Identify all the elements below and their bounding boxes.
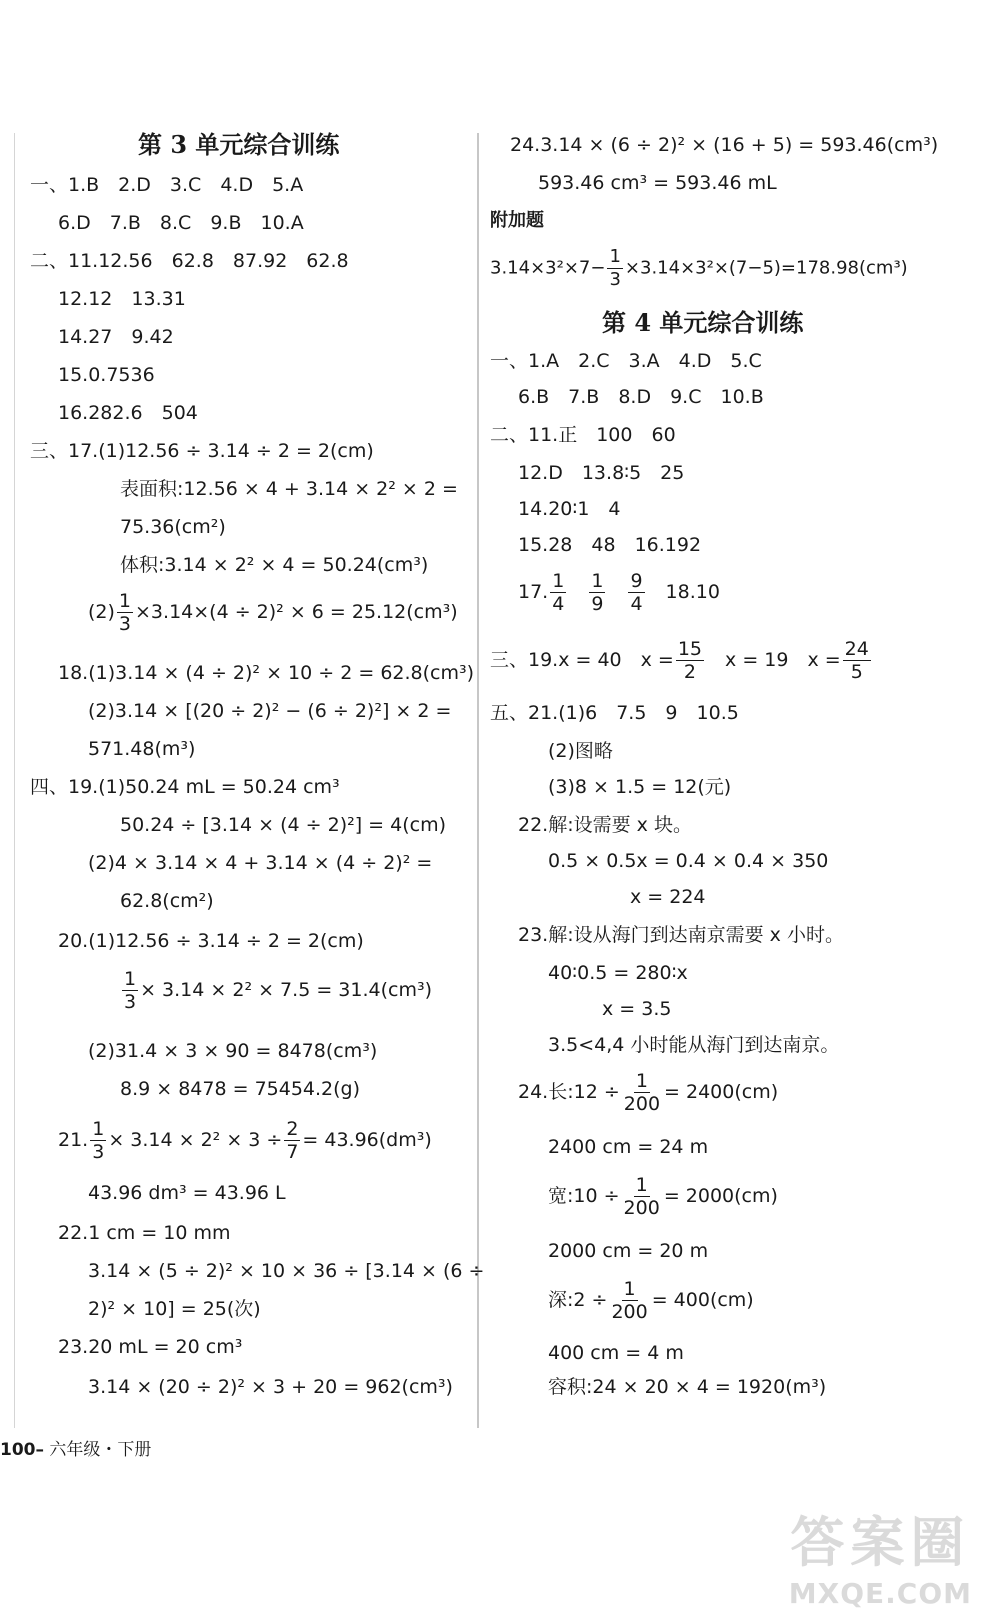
answer-line: 3.14 × (20 ÷ 2)² × 3 + 20 = 962(cm³) (88, 1376, 453, 1398)
line-prefix: 深:2 ÷ (548, 1289, 608, 1311)
line-suffix: = 43.96(dm³) (302, 1129, 432, 1151)
line-prefix: (2) (88, 601, 115, 623)
unit4-title: 第 4 单元综合训练 (602, 308, 804, 337)
fraction-denominator: 3 (118, 613, 132, 635)
watermark-logo-text: 答案圈 (790, 1510, 971, 1574)
answer-line: 23.解:设从海门到达南京需要 x 小时。 (518, 924, 844, 946)
fraction (122, 968, 138, 1013)
answer-line: 四、19.(1)50.24 mL = 50.24 cm³ (30, 776, 340, 798)
answer-line: (2)31.4 × 3 × 90 = 8478(cm³) (88, 1040, 378, 1062)
answer-line: 62.8(cm²) (120, 890, 214, 912)
answer-line: (2)4 × 3.14 × 4 + 3.14 × (4 ÷ 2)² = (88, 852, 433, 874)
answer-line: 一、1.A 2.C 3.A 4.D 5.C (490, 350, 762, 372)
fraction (843, 638, 871, 683)
answer-line: 40∶0.5 = 280∶x (548, 962, 688, 984)
fraction-numerator: 1 (609, 246, 621, 267)
answer-line: 24.3.14 × (6 ÷ 2)² × (16 + 5) = 593.46(cm³) (510, 134, 939, 156)
fraction-numerator: 1 (591, 570, 604, 592)
unit3-title: 第 3 单元综合训练 (138, 130, 340, 159)
fraction-numerator: 1 (118, 590, 132, 612)
answer-line: 23.20 mL = 20 cm³ (58, 1336, 243, 1358)
answer-line: 75.36(cm²) (120, 516, 226, 538)
answer-line: (2)图略 (548, 740, 613, 762)
answer-line: 体积:3.14 × 2² × 4 = 50.24(cm³) (120, 554, 429, 576)
line-suffix: = 2400(cm) (664, 1081, 779, 1103)
answer-line: 16.282.6 504 (58, 402, 198, 424)
fraction-numerator: 1 (92, 1118, 105, 1140)
fraction-denominator: 3 (92, 1141, 105, 1163)
line-suffix: = 2000(cm) (663, 1185, 778, 1207)
line-prefix: 宽:10 ÷ (548, 1185, 620, 1207)
answer-line-fraction (548, 1278, 754, 1323)
line-prefix: 21. (58, 1129, 89, 1151)
line-suffix: ×3.14×(4 ÷ 2)² × 6 = 25.12(cm³) (135, 601, 458, 623)
answer-line: 400 cm = 4 m (548, 1342, 684, 1364)
answer-line: (2)3.14 × [(20 ÷ 2)² − (6 ÷ 2)²] × 2 = (88, 700, 452, 722)
answer-line: 8.9 × 8478 = 75454.2(g) (120, 1078, 361, 1100)
answer-line: 二、11.12.56 62.8 87.92 62.8 (30, 250, 349, 272)
line-prefix: 三、19.x = 40 x = (490, 649, 674, 671)
page-number: 100– (0, 1440, 44, 1460)
page-footer (0, 1435, 151, 1460)
fraction (284, 1118, 300, 1163)
answer-line: 五、21.(1)6 7.5 9 10.5 (490, 702, 739, 724)
answer-line-fraction (88, 590, 458, 635)
fraction-denominator: 4 (552, 593, 565, 615)
answer-line-fraction (518, 1070, 778, 1115)
line-middle: x = 19 x = (725, 649, 841, 671)
answer-line: 2)² × 10] = 25(次) (88, 1298, 261, 1320)
line-suffix: × 3.14 × 2² × 7.5 = 31.4(cm³) (140, 979, 432, 1001)
fraction-numerator: 1 (623, 1278, 636, 1300)
answer-line-fraction (490, 638, 873, 683)
answer-line: 二、11.正 100 60 (490, 424, 676, 446)
answer-line: 571.48(m³) (88, 738, 196, 760)
answer-line: 6.D 7.B 8.C 9.B 10.A (58, 212, 304, 234)
fraction-numerator: 1 (124, 968, 137, 990)
answer-line: 6.B 7.B 8.D 9.C 10.B (518, 386, 764, 408)
site-watermark (789, 1500, 972, 1610)
fraction-denominator: 200 (623, 1197, 660, 1219)
fraction-numerator: 1 (552, 570, 565, 592)
fraction-denominator: 4 (630, 593, 643, 615)
answer-line: 50.24 ÷ [3.14 × (4 ÷ 2)²] = 4(cm) (120, 814, 447, 836)
answer-line: 3.14 × (5 ÷ 2)² × 10 × 36 ÷ [3.14 × (6 ÷ (88, 1260, 485, 1282)
fraction (628, 570, 644, 615)
answer-line-fraction (490, 246, 908, 291)
line-prefix: 24.长:12 ÷ (518, 1081, 620, 1103)
fraction (90, 1118, 106, 1163)
answer-line: x = 3.5 (602, 998, 672, 1020)
fraction (117, 590, 133, 635)
fraction-denominator: 5 (850, 661, 863, 683)
line-prefix: 3.14×3²×7− (490, 257, 606, 279)
line-prefix: 17. (518, 581, 549, 603)
line-suffix: ×3.14×3²×(7−5)=178.98(cm³) (624, 257, 908, 279)
answer-line: 0.5 × 0.5x = 0.4 × 0.4 × 350 (548, 850, 829, 872)
answer-line: 12.12 13.31 (58, 288, 186, 310)
answer-line: 18.(1)3.14 × (4 ÷ 2)² × 10 ÷ 2 = 62.8(cm³) (58, 662, 475, 684)
line-suffix: = 400(cm) (651, 1289, 754, 1311)
fraction-numerator: 1 (635, 1174, 648, 1196)
fraction-numerator: 9 (630, 570, 643, 592)
answer-line: 容积:24 × 20 × 4 = 1920(m³) (548, 1376, 827, 1398)
answer-line-fraction (120, 968, 432, 1013)
answer-line: 三、17.(1)12.56 ÷ 3.14 ÷ 2 = 2(cm) (30, 440, 374, 462)
fraction (609, 1278, 649, 1323)
line-suffix: 18.10 (665, 581, 720, 603)
column-divider (477, 133, 479, 1428)
answer-line-fraction (58, 1118, 432, 1163)
fraction-numerator: 2 (286, 1118, 299, 1140)
watermark-url: MXQE.COM (788, 1577, 972, 1610)
answer-line: 14.20∶1 4 (518, 498, 621, 520)
fraction-denominator: 200 (623, 1093, 661, 1115)
answer-line: 22.解:设需要 x 块。 (518, 814, 692, 836)
fraction (676, 638, 704, 683)
answer-line: 2000 cm = 20 m (548, 1240, 709, 1262)
answer-line: 14.27 9.42 (58, 326, 174, 348)
answer-line: 593.46 cm³ = 593.46 mL (538, 172, 777, 194)
answer-line: x = 224 (630, 886, 706, 908)
fraction-denominator: 7 (286, 1141, 299, 1163)
answer-line: 15.28 48 16.192 (518, 534, 702, 556)
grade-label: 六年级・下册 (49, 1440, 152, 1460)
answer-line: 43.96 dm³ = 43.96 L (88, 1182, 286, 1204)
answer-line: 表面积:12.56 × 4 + 3.14 × 2² × 2 = (120, 478, 458, 500)
fraction (622, 1070, 662, 1115)
fraction (589, 570, 605, 615)
fraction (550, 570, 566, 615)
answer-line: 2400 cm = 24 m (548, 1136, 709, 1158)
fraction (622, 1174, 662, 1219)
answer-line: (3)8 × 1.5 = 12(元) (548, 776, 732, 798)
left-margin-rule (14, 133, 15, 1428)
fraction-numerator: 15 (677, 638, 703, 660)
answer-line: 20.(1)12.56 ÷ 3.14 ÷ 2 = 2(cm) (58, 930, 364, 952)
fraction-numerator: 1 (635, 1070, 648, 1092)
bonus-heading: 附加题 (490, 210, 544, 231)
fraction-denominator: 200 (611, 1301, 648, 1323)
answer-line-fraction (548, 1174, 778, 1219)
fraction-denominator: 3 (609, 269, 621, 290)
answer-line: 22.1 cm = 10 mm (58, 1222, 231, 1244)
answer-line: 一、1.B 2.D 3.C 4.D 5.A (30, 174, 304, 196)
fraction-denominator: 3 (124, 991, 137, 1013)
line-middle: × 3.14 × 2² × 3 ÷ (108, 1129, 283, 1151)
answer-line: 3.5<4,4 小时能从海门到达南京。 (548, 1034, 840, 1056)
fraction-numerator: 24 (844, 638, 869, 660)
fraction-denominator: 2 (683, 661, 696, 683)
fraction-denominator: 9 (591, 593, 604, 615)
answer-line: 12.D 13.8∶5 25 (518, 462, 685, 484)
answer-line-fraction (518, 570, 720, 615)
fraction (607, 246, 622, 291)
answer-line: 15.0.7536 (58, 364, 155, 386)
